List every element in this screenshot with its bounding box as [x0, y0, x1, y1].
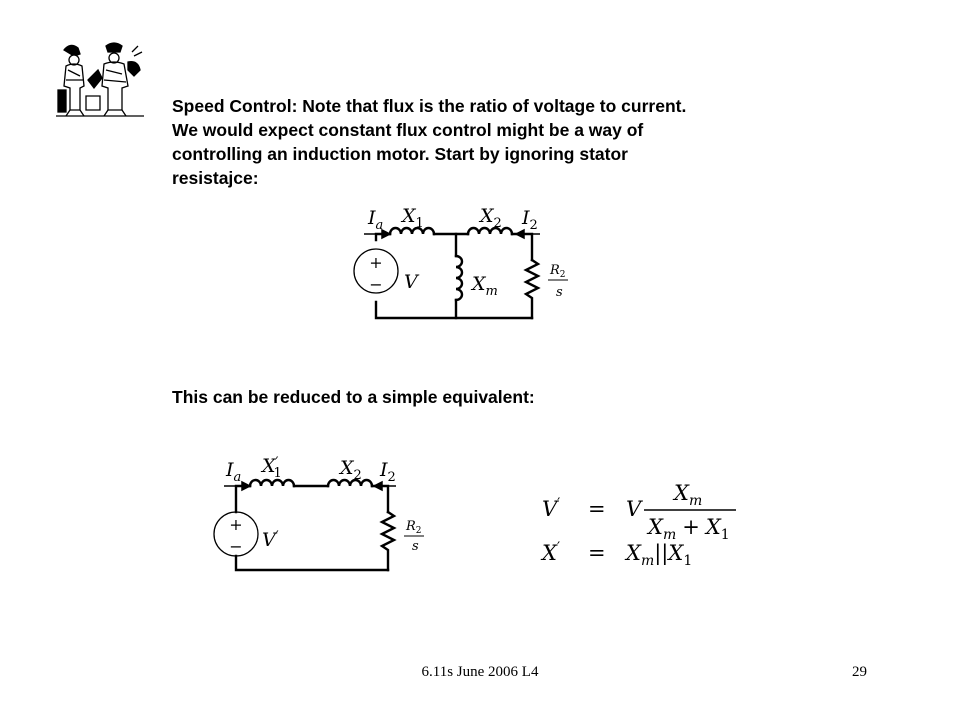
- wire-top-right: [512, 234, 532, 260]
- inductor-x2: [468, 228, 512, 234]
- current-arrow-ia-head: [242, 482, 250, 490]
- reduced-equivalent-text: This can be reduced to a simple equivalent:: [172, 387, 535, 407]
- label-x1: $X_1$: [402, 205, 424, 231]
- institute-seal-logo-icon: [56, 40, 146, 118]
- eq1-lhs: V′: [542, 496, 561, 521]
- equivalent-equations: [530, 470, 770, 570]
- label-voltage-prime: V′: [262, 529, 279, 551]
- source-minus-sign: −: [229, 537, 243, 556]
- intro-line-2: We would expect constant flux control might be a way of: [172, 120, 644, 140]
- source-plus-sign: +: [369, 253, 383, 272]
- eq2-equals: =: [588, 541, 606, 565]
- source-minus-sign: −: [369, 275, 383, 294]
- intro-line-3: controlling an induction motor. Start by ignoring stator: [172, 144, 628, 164]
- eq1-denominator: $X_m + X_1$: [648, 515, 730, 543]
- label-s: s: [556, 285, 563, 300]
- label-voltage: V: [404, 271, 418, 293]
- intro-line-1: Speed Control: Note that flux is the ratio of voltage to current.: [172, 96, 687, 116]
- current-arrow-i2-head: [374, 482, 382, 490]
- label-r2: $R_2$: [550, 263, 566, 280]
- label-xm: $X_m$: [472, 273, 498, 299]
- label-i2: $I_2$: [522, 207, 538, 233]
- page-number: 29: [852, 664, 867, 680]
- eq1-numerator: $X_m$: [674, 481, 703, 509]
- intro-line-4: resistajce:: [172, 168, 259, 188]
- intro-paragraph: [172, 94, 872, 190]
- label-x1-prime: X′ 1: [262, 455, 282, 481]
- label-i2: $I_2$: [380, 459, 396, 485]
- wire-top-right: [372, 486, 388, 512]
- source-plus-sign: +: [229, 515, 243, 534]
- current-arrow-i2-head: [516, 230, 524, 238]
- inductor-x1-prime: [250, 480, 294, 486]
- label-x2: $X_2$: [480, 205, 502, 231]
- eq1-equals: =: [588, 497, 606, 521]
- label-x2: $X_2$: [340, 457, 362, 483]
- eq2-lhs: X′: [542, 540, 561, 565]
- wire-bottom: [376, 302, 532, 318]
- simple-equivalent-circuit-diagram: [200, 450, 440, 580]
- inductor-x1: [390, 228, 434, 234]
- inductor-xm: [456, 256, 462, 300]
- equivalent-circuit-diagram: [340, 198, 580, 328]
- wire-bottom: [236, 556, 388, 570]
- label-ia: $I_a$: [226, 459, 242, 485]
- resistor-r2-over-s: [382, 512, 394, 570]
- label-s: s: [412, 539, 419, 554]
- inductor-x2: [328, 480, 372, 486]
- footer-course-date: 6.11s June 2006 L4: [421, 664, 539, 680]
- eq2-rhs: $X_m||X_1$: [626, 541, 693, 569]
- label-r2: $R_2$: [406, 519, 422, 536]
- eq1-v: V: [626, 497, 642, 521]
- resistor-r2-over-s: [526, 260, 538, 318]
- label-ia: $I_a$: [368, 207, 384, 233]
